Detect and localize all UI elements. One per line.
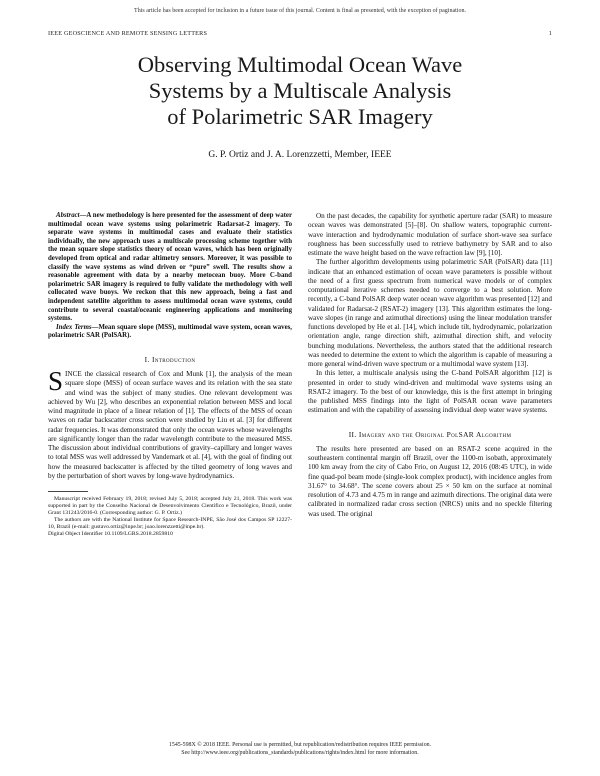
author-list: G. P. Ortiz and J. A. Lorenzzetti, Member, IEEE bbox=[208, 150, 392, 160]
section-heading-imagery: II. Imagery and the Original PolSAR Algorithm bbox=[348, 429, 512, 439]
introduction-text: INCE the classical research of Cox and Munk [1], the analysis of the mean square slope (MSS) of ocean surface waves and its relation with the sea state and wind was the subject of many studies. One relevant development was achieved by Wu [2], who describes an exponential relation between MSS and local wind magnitude in place of a linear relation of [1]. The effects of the MSS of ocean waves on radar backscatter cross section were studied by Liu et al. [3] for different radar frequencies. It was demonstrated that only the ocean waves whose wavelengths are significantly longer than the radar wavelength contribute to the measured MSS. The discussion about individual contributions of gravity–capillary and longer waves to total MSS was well addressed by Vandemark et al. [4], with the goal of finding out how the measured backscatter is affected by the tilted geometry of long waves and by the perturbation of short waves by long-wave hydrodynamics. bbox=[48, 370, 292, 480]
body-paragraph: In this letter, a multiscale analysis using the C-band PolSAR algorithm [12] is presented in order to study wind-driven and multimodal wave systems using an RSAT-2 imagery. To the best of our knowledge, this is the first attempt in bringing the published MSS findings into the light of PolSAR ocean wave parameters estimation and with the capability of assessing individual deep water wave systems. bbox=[308, 369, 552, 415]
left-column bbox=[48, 212, 292, 538]
index-terms: Index Terms—Mean square slope (MSS), multimodal wave system, ocean waves, polarimetric SAR (PolSAR). bbox=[48, 323, 292, 340]
title-line: Observing Multimodal Ocean Wave bbox=[137, 52, 463, 77]
abstract-text: A new methodology is here presented for the assessment of deep water multimodal ocean wave systems using polarimetric Radarsat-2 imagery. To separate wave systems in multimodal cases and evaluate their statistics individually, the new approach uses a multiscale processing scheme together with the mean square slope statistics theory of ocean waves, which has been originally developed from optical and radar altimetry sensors. Moreover, it was possible to classify the wave systems as wind driven or “pure” swell. The results show a reasonable agreement with data by a nearby metocean buoy. More C-band polarimetric SAR imagery is required to fully validate the methodology with well collocated wave buoys. We reckon that this new approach, being a fast and independent satellite algorithm to assess multimodal ocean wave systems, could contribute to several coastal/oceanic engineering applications and monitoring systems. bbox=[48, 212, 292, 323]
title-line: Systems by a Multiscale Analysis bbox=[148, 78, 452, 103]
title-line: of Polarimetric SAR Imagery bbox=[167, 104, 433, 129]
introduction-paragraph bbox=[48, 366, 292, 481]
acceptance-notice: This article has been accepted for inclusion in a future issue of this journal. Content is final as presented, with the exception of pagination. bbox=[134, 8, 466, 14]
copyright-notice bbox=[0, 742, 600, 757]
body-paragraph: The further algorithm developments using polarimetric SAR (PolSAR) data [11] indicate that an enhanced estimation of ocean wave parameters is possible without the need of a first guess spectrum from numerical wave models or of complex computational iterative schemes needed to converge to a best solution. More recently, a C-band PolSAR deep water ocean wave algorithm was presented [12] and validated for Radarsat-2 (RSAT-2) imagery [13]. This algorithm estimates the long-wave slopes (in range and azimuthal directions) using the linear modulation transfer functions developed by He et al. [14], which include tilt, hydrodynamic, polarization orientation angle, range direction shift, azimuthal direction shift, and velocity bunching modulations. Nevertheless, the authors stated that the additional research was needed to determine the extent to which the algorithm is capable of measuring a more general wind-driven wave spectrum or a multimodal wave system [13]. bbox=[308, 258, 552, 368]
running-head bbox=[48, 30, 552, 37]
index-terms-text: Mean square slope (MSS), multimodal wave system, ocean waves, polarimetric SAR (PolSAR). bbox=[48, 323, 292, 340]
section-heading-introduction: I. Introduction bbox=[144, 354, 196, 364]
journal-name: IEEE GEOSCIENCE AND REMOTE SENSING LETTERS bbox=[48, 30, 208, 37]
footnote-doi: Digital Object Identifier 10.1109/LGRS.2018.2859810 bbox=[48, 531, 173, 538]
copyright-line: 1545-598X © 2018 IEEE. Personal use is permitted, but republication/redistribution requires IEEE permission. bbox=[168, 742, 432, 748]
body-paragraph: The results here presented are based on an RSAT-2 scene acquired in the southeastern continental margin off Brazil, over the 1100-m isobath, approximately 100 km away from the city of Cabo Frio, on August 12, 2016 (08:45 UTC), in wide fine quad-pol beam mode (single-look complex product), with incidence angles from 31.67° to 34.68°. The scene covers about 25 × 50 km on the surface at nominal resolution of 4.73 and 4.75 m in range and azimuth directions. The original data were calibrated in normalized radar cross section (NRCS) units and no speckle filtering was used. The original bbox=[308, 444, 552, 518]
footnote-affiliation: The authors are with the National Institute for Space Research-INPE, São José dos Campos SP 12227-10, Brazil (e-mail: gustavo.ortiz@inpe.br; joao.lorenzzetti@inpe.br). bbox=[48, 517, 292, 531]
abstract-label: Abstract bbox=[56, 212, 80, 219]
footnote-divider bbox=[48, 491, 88, 492]
drop-cap: S bbox=[48, 366, 64, 397]
abstract: Abstract—A new methodology is here presented for the assessment of deep water multimodal ocean wave systems using polarimetric Radarsat-2 imagery. To separate wave systems in multimodal cases and evaluate their statistics individually, the new approach uses a multiscale processing scheme together with the mean square slope statistics theory of ocean waves, which has been originally developed from optical and radar altimetry sensors. Moreover, it was possible to classify the wave systems as wind driven or “pure” swell. The results show a reasonable agreement with data by a nearby metocean buoy. More C-band polarimetric SAR imagery is required to fully validate the methodology with well collocated wave buoys. We reckon that this new approach, being a fast and independent satellite algorithm to assess multimodal ocean wave systems, could contribute to several coastal/oceanic engineering applications and monitoring systems. bbox=[48, 212, 292, 323]
index-terms-label: Index Terms bbox=[56, 323, 92, 331]
footnote-manuscript: Manuscript received February 19, 2018; revised July 5, 2018; accepted July 21, 2018. This work was supported in part by the Conselho Nacional de Desenvolvimento Científico e Tecnológico, Brazil, under Grant 131243/2016-0. (Corresponding author: G. P. Ortiz.) bbox=[48, 496, 292, 517]
right-column bbox=[308, 212, 552, 519]
paper-title bbox=[60, 52, 540, 130]
copyright-line: See http://www.ieee.org/publications_standards/publications/rights/index.html for more information. bbox=[181, 749, 419, 756]
body-paragraph: On the past decades, the capability for synthetic aperture radar (SAR) to measure ocean waves was demonstrated [5]–[8]. On shallow waters, topographic current-wave interaction and hydrodynamic modulation of surface short-wave sea surface roughness has been successfully used to retrieve bathymetry by SAR and to also estimate the wave height based on the wave refraction law [9], [10]. bbox=[308, 212, 552, 257]
page-number: 1 bbox=[548, 30, 552, 37]
